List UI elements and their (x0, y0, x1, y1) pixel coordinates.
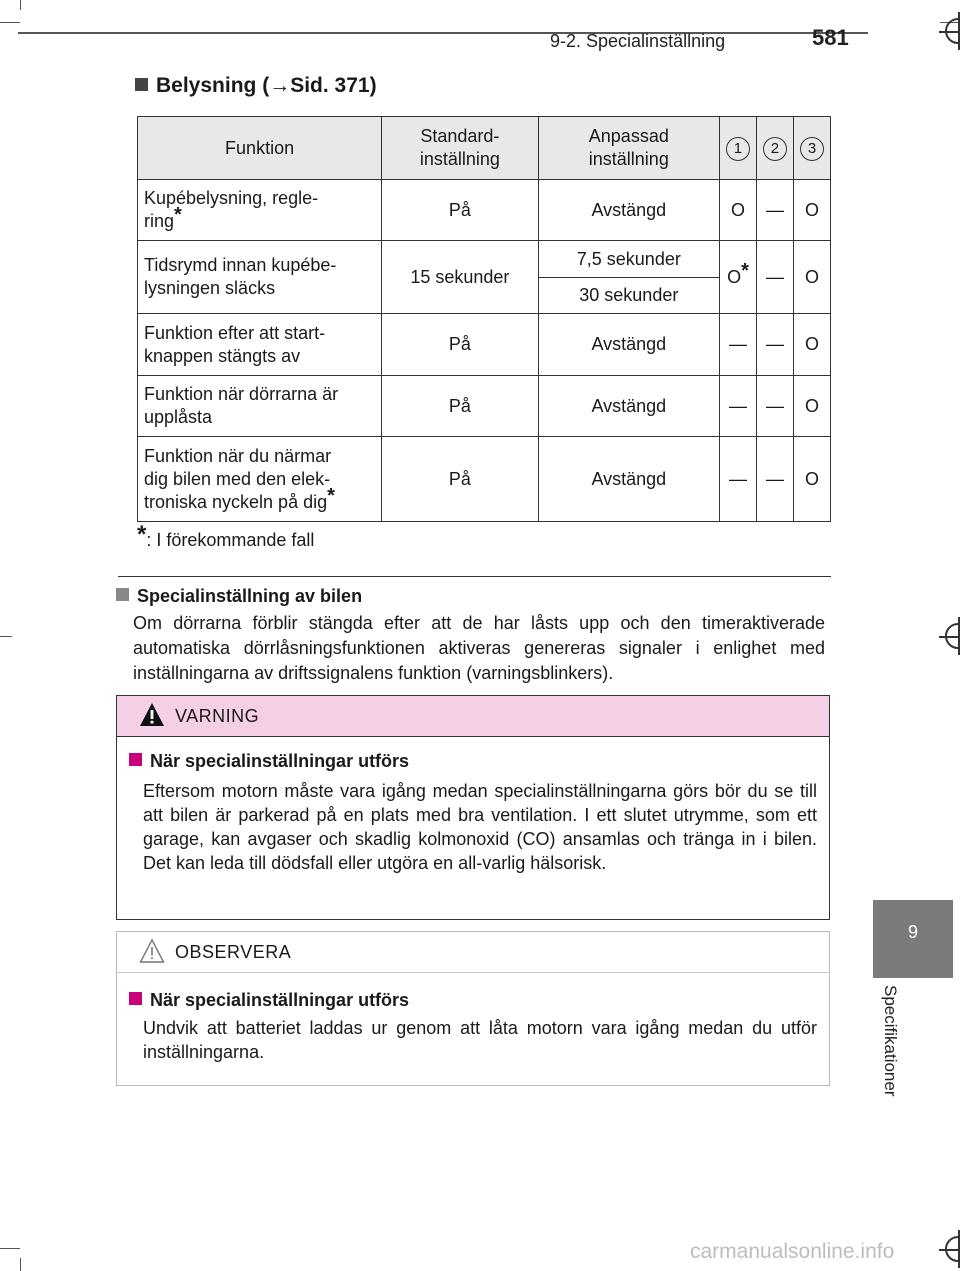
crop-mark (0, 636, 12, 637)
table-row (138, 376, 831, 437)
crop-mark (0, 1248, 20, 1249)
warning-box (116, 695, 830, 920)
row-function: Tidsrymd innan kupébe- lysningen släcks (138, 241, 382, 314)
header-column-2 (756, 117, 793, 180)
section-title: Belysning (→Sid. 371) (135, 74, 377, 98)
row-standard: 15 sekunder (382, 241, 539, 314)
notice-label: OBSERVERA (175, 942, 292, 962)
table-header-row (138, 117, 831, 180)
notice-header (117, 932, 829, 973)
table-row (138, 437, 831, 522)
header-rule (18, 32, 868, 34)
square-bullet-icon (135, 78, 148, 91)
row-function: Funktion när du närmar dig bilen med den elek- troniska nyckeln på dig* (138, 437, 382, 522)
registration-mark-icon (945, 18, 960, 44)
warning-subtitle: När specialinställningar utförs (129, 751, 409, 772)
row-col1: — (719, 376, 756, 437)
row-custom: Avstängd (538, 437, 719, 522)
header-section-title: 9-2. Specialinställning (550, 31, 726, 51)
row-col1: — (719, 314, 756, 376)
row-col2: — (756, 437, 793, 522)
row-function: Funktion när dörrarna är upplåsta (138, 376, 382, 437)
crop-mark (0, 22, 20, 23)
row-col3: O (793, 376, 830, 437)
header-custom: Anpassad inställning (538, 117, 719, 180)
arrow-icon: → (269, 74, 291, 97)
header-standard: Standard- inställning (382, 117, 539, 180)
subsection-title: Specialinställning av bilen (116, 586, 362, 607)
row-col2: — (756, 314, 793, 376)
divider (118, 576, 831, 577)
square-bullet-icon (129, 753, 142, 766)
circled-number-1: 1 (726, 137, 750, 161)
asterisk-icon: * (741, 259, 749, 282)
warning-header (117, 696, 829, 737)
row-custom-a: 7,5 sekunder (538, 241, 719, 278)
row-standard: På (382, 376, 539, 437)
subsection-text: Om dörrarna förblir stängda efter att de har låsts upp och den timeraktiverade automatiska dörrlåsningsfunktionen aktiveras genereras signaler i enlighet med inställningarna av driftssignalens funktion (varningsblinkers). (133, 613, 825, 683)
header-column-3 (793, 117, 830, 180)
page-reference-link[interactable]: Sid. 371) (290, 74, 377, 97)
table-row (138, 180, 831, 241)
row-col2: — (756, 241, 793, 314)
circled-number-3: 3 (800, 137, 824, 161)
watermark: carmanualsonline.info (690, 1240, 895, 1263)
row-standard: På (382, 180, 539, 241)
square-bullet-icon (129, 992, 142, 1005)
row-col3: O (793, 180, 830, 241)
row-col1: — (719, 437, 756, 522)
row-col3: O (793, 314, 830, 376)
settings-table (137, 116, 831, 522)
warning-text: Eftersom motorn måste vara igång medan specialinställningarna görs bör du se till att bilen är parkerad på en plats med bra ventilation. I ett slutet utrymme, som ett garage, kan avgaser och skadlig kolmonoxid (CO) ansamlas och tränga in i bilen. Det kan leda till dödsfall eller utgöra en all-varlig hälsorisk. (143, 781, 817, 873)
row-custom: Avstängd (538, 180, 719, 241)
row-custom: Avstängd (538, 314, 719, 376)
crop-mark (20, 0, 21, 10)
header-column-1 (719, 117, 756, 180)
chapter-number: 9 (907, 922, 918, 942)
warning-label: VARNING (175, 706, 260, 726)
row-standard: På (382, 437, 539, 522)
warning-triangle-icon (139, 702, 165, 728)
row-col2: — (756, 376, 793, 437)
row-standard: På (382, 314, 539, 376)
asterisk-icon: * (137, 521, 147, 548)
row-custom: Avstängd (538, 376, 719, 437)
row-col1: O* (719, 241, 756, 314)
square-bullet-icon (116, 588, 129, 601)
row-col2: — (756, 180, 793, 241)
caution-triangle-icon (139, 938, 165, 964)
row-function: Funktion efter att start- knappen stängts av (138, 314, 382, 376)
row-col3: O (793, 437, 830, 522)
table-row (138, 241, 831, 278)
circled-number-2: 2 (763, 137, 787, 161)
asterisk-icon: * (174, 204, 182, 226)
registration-mark-icon (945, 1236, 960, 1262)
row-col3: O (793, 241, 830, 314)
row-custom-b: 30 sekunder (538, 278, 719, 314)
asterisk-icon: * (327, 484, 335, 507)
crop-mark (20, 1258, 21, 1271)
page-number: 581 (812, 25, 849, 50)
chapter-tab (873, 900, 953, 978)
footnote: *: I förekommande fall (137, 521, 315, 550)
header-function: Funktion (138, 117, 382, 180)
table-row (138, 314, 831, 376)
notice-subtitle: När specialinställningar utförs (129, 990, 409, 1011)
chapter-label: Specifikationer (881, 985, 900, 1097)
row-function: Kupébelysning, regle- ring* (138, 180, 382, 241)
chapter-label-container (875, 985, 905, 1125)
notice-box (116, 931, 830, 1086)
row-col1: O (719, 180, 756, 241)
registration-mark-icon (945, 623, 960, 649)
notice-text: Undvik att batteriet laddas ur genom att låta motorn vara igång medan du utför inställningarna. (143, 1018, 817, 1062)
